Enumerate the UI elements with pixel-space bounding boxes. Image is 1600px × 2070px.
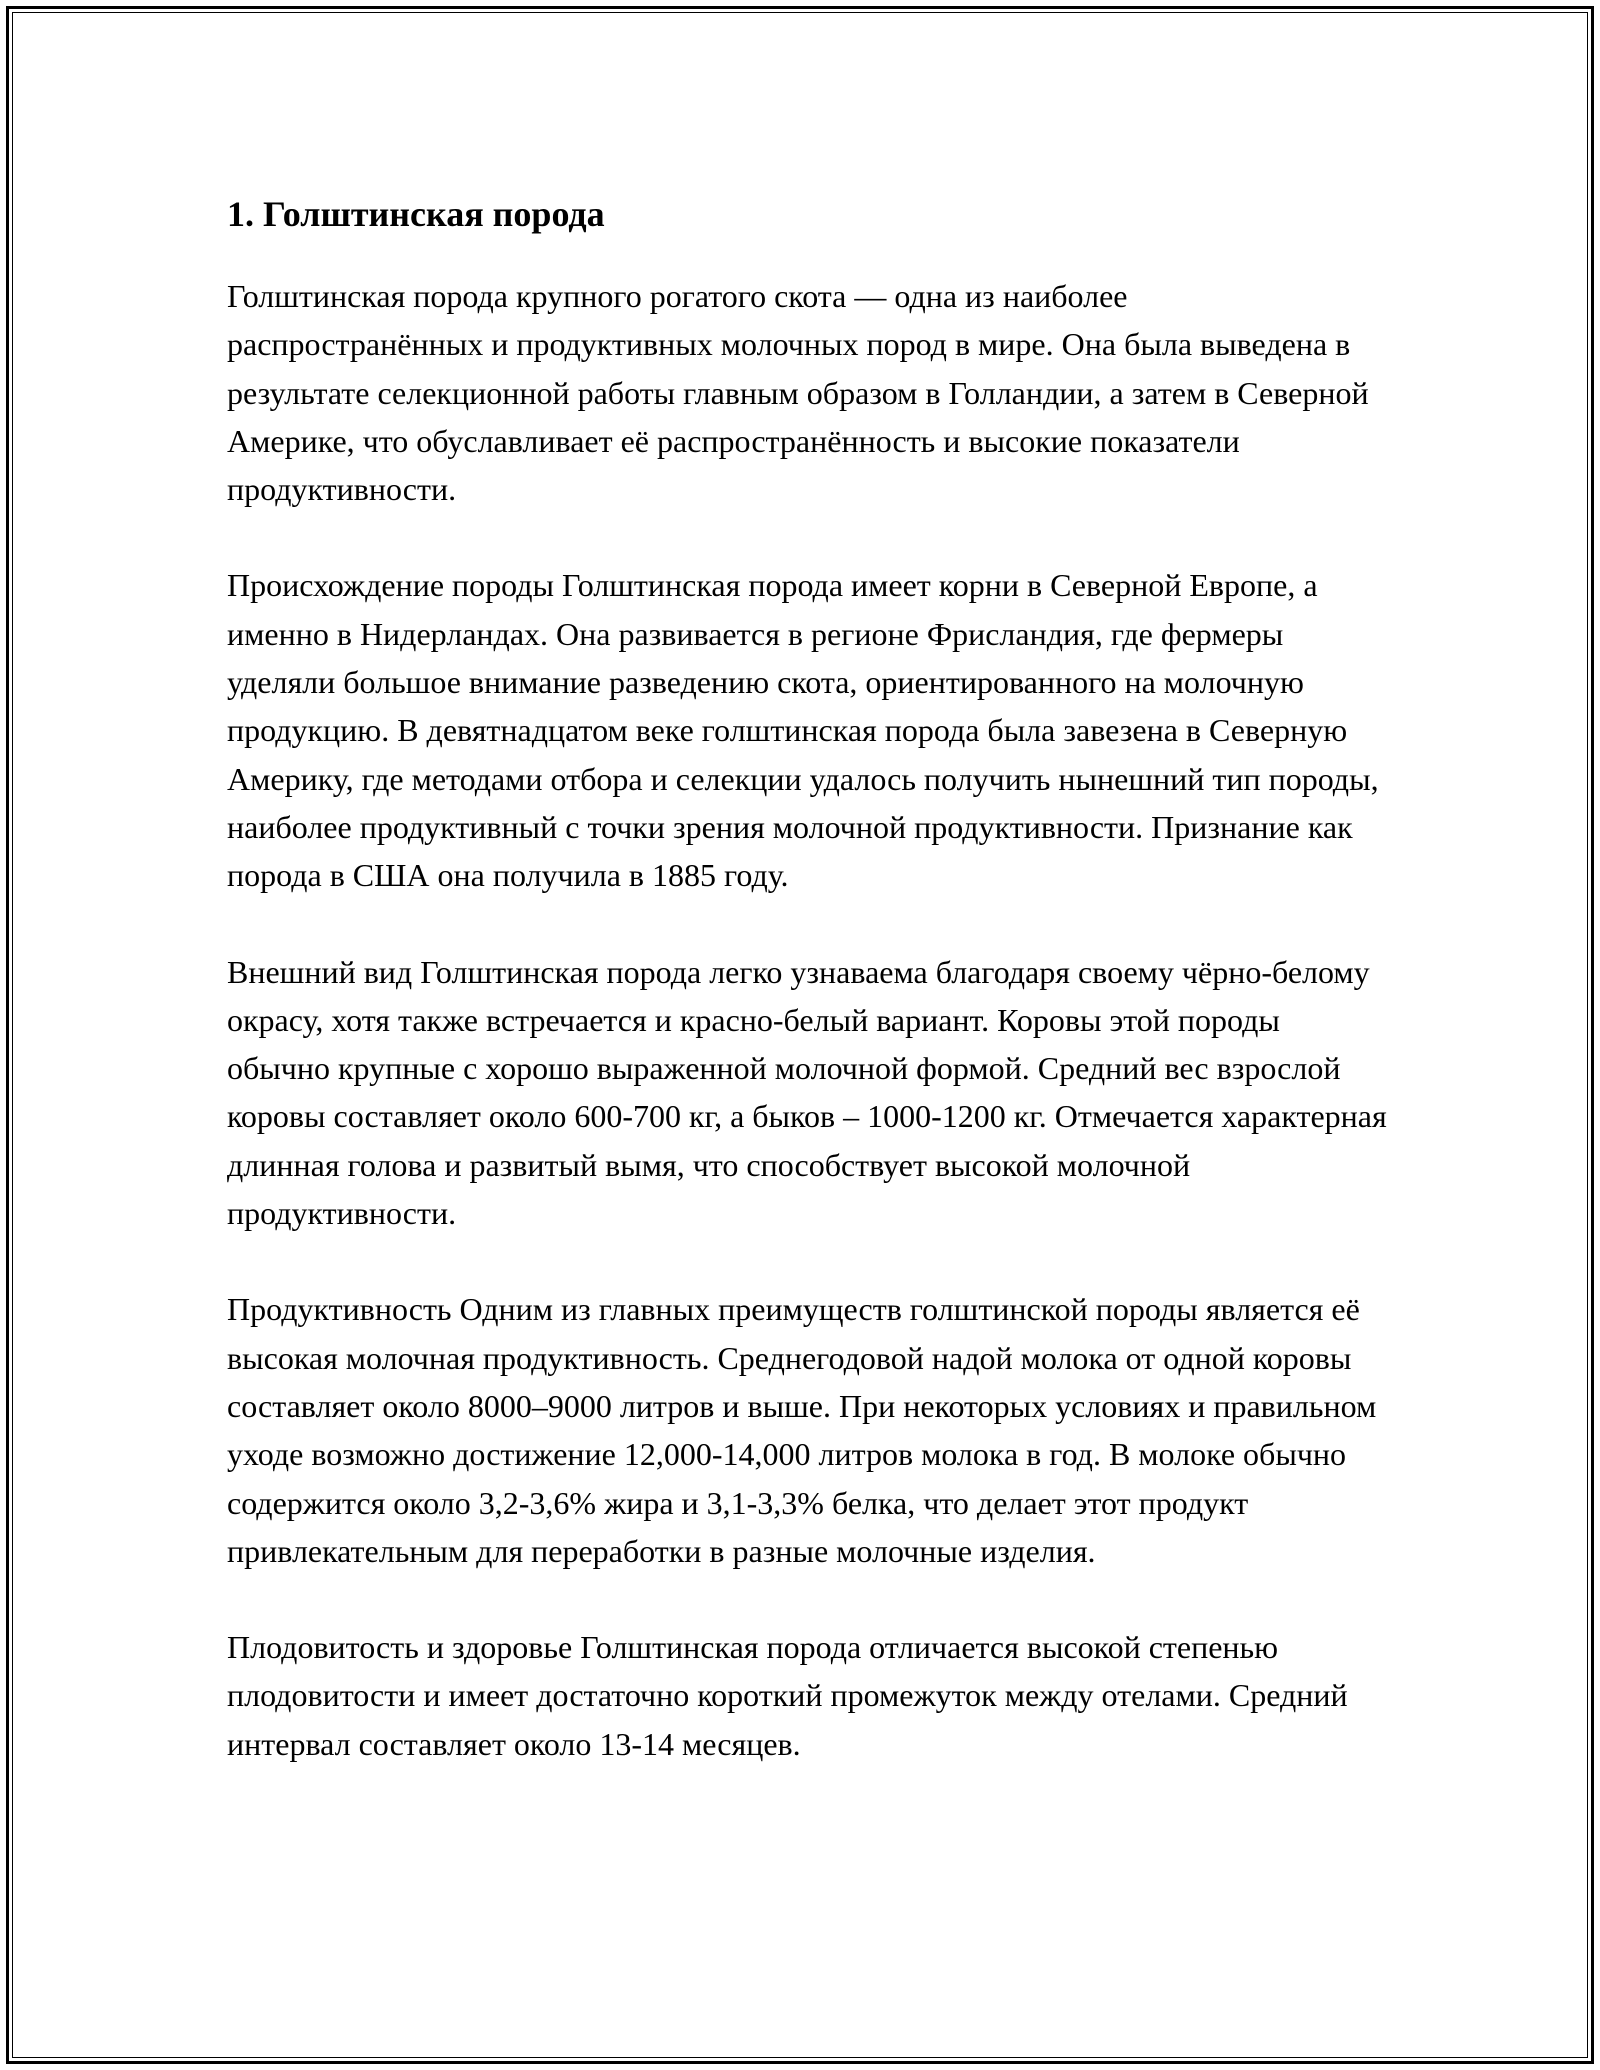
- section-heading: 1. Голштинская порода: [227, 194, 605, 234]
- paragraph-intro: Голштинская порода крупного рогатого скота — одна из наиболее распространённых и продуктивных молочных пород в мире. Она была выведена в результате селекционной работы главным образом в Голландии, а затем в Северной Америке, что обуславливает её распространённость и высокие показатели продуктивности.: [227, 278, 1369, 508]
- document-content: [227, 184, 1387, 1816]
- paragraph-appearance: Внешний вид Голштинская порода легко узнаваема благодаря своему чёрно-белому окрасу, хотя также встречается и красно-белый вариант. Коровы этой породы обычно крупные с хорошо выраженной молочной формой. Средний вес взрослой коровы составляет около 600-700 кг, а быков – 1000-1200 кг. Отмечается характерная длинная голова и развитый вымя, что способствует высокой молочной продуктивности.: [227, 953, 1387, 1232]
- paragraph-fertility: Плодовитость и здоровье Голштинская порода отличается высокой степенью плодовитости и имеет достаточно короткий промежуток между отелами. Средний интервал составляет около 13-14 месяцев.: [227, 1629, 1348, 1762]
- paragraph-productivity: Продуктивность Одним из главных преимуществ голштинской породы является её высокая молочная продуктивность. Среднегодовой надой молока от одной коровы составляет около 8000–9000 литров и выше. При некоторых условиях и правильном уходе возможно достижение 12,000-14,000 литров молока в год. В молоке обычно содержится около 3,2-3,6% жира и 3,1-3,3% белка, что делает этот продукт привлекательным для переработки в разные молочные изделия.: [227, 1291, 1377, 1569]
- paragraph-origin: Происхождение породы Голштинская порода имеет корни в Северной Европе, а именно в Нидерландах. Она развивается в регионе Фрисландия, где фермеры уделяли большое внимание разведению скота, ориентированного на молочную продукцию. В девятнадцатом веке голштинская порода была завезена в Северную Америку, где методами отбора и селекции удалось получить нынешний тип породы, наиболее продуктивный с точки зрения молочной продуктивности. Признание как порода в США она получила в 1885 году.: [227, 567, 1379, 894]
